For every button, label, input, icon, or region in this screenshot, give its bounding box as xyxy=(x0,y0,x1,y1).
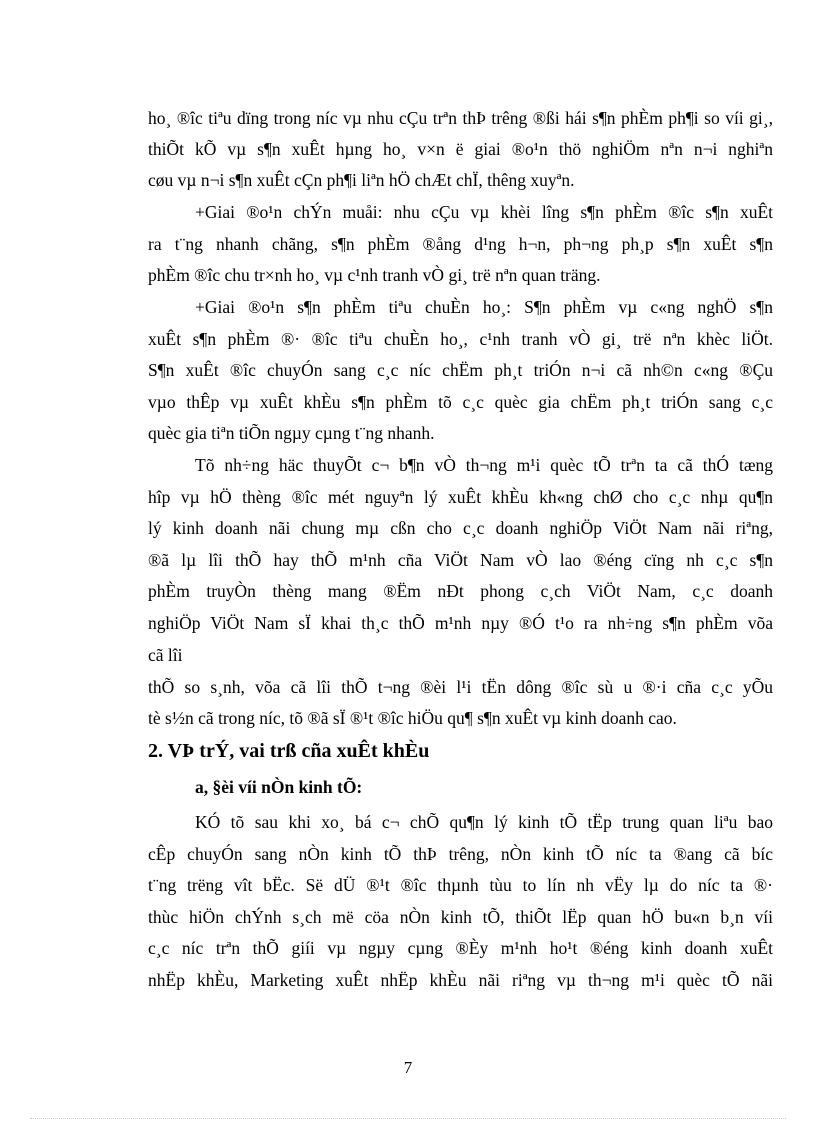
para1-line-3: cøu vµ n¬i s¶n xuÊt cÇn ph¶i liªn hÖ chÆt chÏ, thêng xuyªn. xyxy=(148,170,575,190)
para4-line-2: hîp vµ hÖ thèng ®îc mét nguyªn lý xuÊt khÈu kh«ng chØ cho c¸c nhµ qu¶n xyxy=(148,487,773,507)
page-number: 7 xyxy=(403,1058,413,1077)
para5-line-2: tè s½n cã trong níc, tõ ®ã sÏ ®¹t ®îc hiÖu qu¶ s¶n xuÊt vµ kinh doanh cao. xyxy=(148,708,677,728)
para4-line-6: nghiÖp ViÖt Nam sÏ khai th¸c thÕ m¹nh nµy ®Ó t¹o ra nh÷ng s¶n phÈm võa xyxy=(148,613,773,633)
para3-line-5: quèc gia tiªn tiÕn ngµy cµng t¨ng nhanh. xyxy=(148,423,435,443)
para4-line-4: ®ã lµ lîi thÕ hay thÕ m¹nh cña ViÖt Nam vÒ lao ®éng cïng nh c¸c s¶n xyxy=(148,550,773,570)
para6-line-6: nhËp khÈu, Marketing xuÊt nhËp khÈu nãi riªng vµ th¬ng m¹i quèc tÕ nãi xyxy=(148,970,773,990)
para1-line-1: ho¸ ®îc tiªu dïng trong níc vµ nhu cÇu trªn thÞ trêng ®ßi hái s¶n phÈm ph¶i so víi gi¸, xyxy=(148,108,773,128)
section-subheading: a, §èi víi nÒn kinh tÕ: xyxy=(195,777,363,797)
section-heading: 2. VÞ trÝ, vai trß cña xuÊt khÈu xyxy=(148,740,430,762)
para4-line-7: cã lîi xyxy=(148,645,183,665)
para6-line-2: cÊp chuyÓn sang nÒn kinh tÕ thÞ trêng, nÒn kinh tÕ níc ta ®ang cã bíc xyxy=(148,844,773,864)
para5-line-1: thÕ so s¸nh, võa cã lîi thÕ t¬ng ®èi l¹i tËn dông ®îc sù u ®·i cña c¸c yÕu xyxy=(148,677,773,697)
para4-line-5: phÈm truyÒn thèng mang ®Ëm nÐt phong c¸ch ViÖt Nam, c¸c doanh xyxy=(148,581,773,601)
para1-line-2: thiÕt kÕ vµ s¶n xuÊt hµng ho¸ v×n ë giai ®o¹n thö nghiÖm nªn n¬i nghiªn xyxy=(148,139,773,159)
para3-line-3: S¶n xuÊt ®îc chuyÓn sang c¸c níc chËm ph¸t triÓn n¬i cã nh©n c«ng ®Çu xyxy=(148,360,773,380)
para6-line-5: c¸c níc trªn thÕ giíi vµ ngµy cµng ®Èy m¹nh ho¹t ®éng kinh doanh xuÊt xyxy=(148,938,773,958)
para3-line-4: vµo thÊp vµ xuÊt khÈu s¶n phÈm tõ c¸c quèc gia chËm ph¸t triÓn sang c¸c xyxy=(148,392,773,412)
para3-line-1: +Giai ®o¹n s¶n phÈm tiªu chuÈn ho¸: S¶n phÈm vµ c«ng nghÖ s¶n xyxy=(195,297,773,317)
para2-line-2: ra t¨ng nhanh chãng, s¶n phÈm ®ång d¹ng h¬n, ph¬ng ph¸p s¶n xuÊt s¶n xyxy=(148,234,773,254)
para4-line-3: lý kinh doanh nãi chung mµ cßn cho c¸c doanh nghiÖp ViÖt Nam nãi riªng, xyxy=(148,518,773,538)
para6-line-1: KÓ tõ sau khi xo¸ bá c¬ chÕ qu¶n lý kinh tÕ tËp trung quan liªu bao xyxy=(195,812,773,832)
para2-line-1: +Giai ®o¹n chÝn muåi: nhu cÇu vµ khèi lîng s¶n phÈm ®îc s¶n xuÊt xyxy=(195,202,773,222)
para6-line-3: t¨ng trëng vît bËc. Së dÜ ®¹t ®îc thµnh tùu to lín nh vËy lµ do níc ta ®· xyxy=(148,875,773,895)
para3-line-2: xuÊt s¶n phÈm ®· ®îc tiªu chuÈn ho¸, c¹nh tranh vÒ gi¸ trë nªn khèc liÖt. xyxy=(148,329,773,349)
para6-line-4: thùc hiÖn chÝnh s¸ch më cöa nÒn kinh tÕ, thiÕt lËp quan hÖ bu«n b¸n víi xyxy=(148,907,773,927)
para4-line-1: Tõ nh÷ng häc thuyÕt c¬ b¶n vÒ th¬ng m¹i quèc tÕ trªn ta cã thÓ tæng xyxy=(195,455,773,475)
page-bottom-divider xyxy=(30,1118,786,1119)
para2-line-3: phÈm ®îc chu tr×nh ho¸ vµ c¹nh tranh vÒ gi¸ trë nªn quan träng. xyxy=(148,265,601,285)
